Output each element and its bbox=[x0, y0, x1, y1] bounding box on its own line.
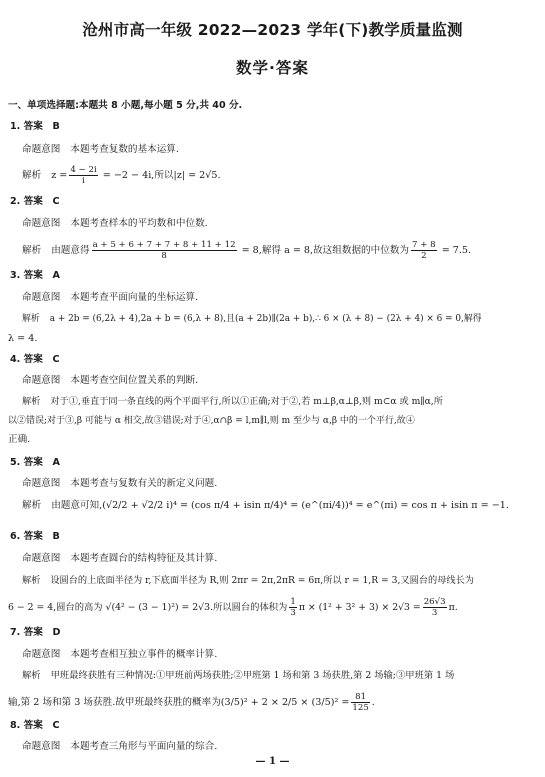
q2-fraction-mean: $\frac{a + 5 + 6 + 7 + 7 + 8 + 11 + 12}{8}$ bbox=[92, 240, 236, 261]
q6-intent: 命题意图 本题考查圆台的结构特征及其计算. bbox=[22, 553, 218, 564]
q3-answer: 3. 答案 A bbox=[10, 270, 60, 281]
q8-answer: 8. 答案 C bbox=[10, 720, 60, 731]
q7-analysis-cont: 输,第 2 场和第 3 场获胜.故甲班最终获胜的概率为(3/5)² + 2 × 2/5 × (3/5)² = $\frac{81}{125}$ . bbox=[8, 692, 375, 713]
page-number: — 1 — bbox=[255, 756, 290, 767]
q2-fraction-median: $\frac{7 + 8}{2}$ bbox=[412, 240, 436, 261]
q5-intent: 命题意图 本题考查与复数有关的新定义问题. bbox=[22, 478, 218, 489]
q7-answer: 7. 答案 D bbox=[10, 627, 61, 638]
section-heading: 一、单项选择题:本题共 8 小题,每小题 5 分,共 40 分. bbox=[8, 100, 243, 111]
q8-intent: 命题意图 本题考查三角形与平面向量的综合. bbox=[22, 741, 218, 752]
q7-fraction-result: $\frac{81}{125}$ bbox=[352, 692, 369, 713]
q5-formula: (√2/2 + √2/2 i)⁴ = (cos π/4 + isin π/4)⁴ = (e^(πi/4))⁴ = e^(πi) = cos π + isin π = −1. bbox=[102, 500, 509, 511]
q6-analysis: 解析 设圆台的上底面半径为 r,下底面半径为 R,则 2πr = 2π,2πR = 6π,所以 r = 1,R = 3,又圆台的母线长为 bbox=[22, 575, 474, 586]
page-title: 沧州市高一年级 2022—2023 学年(下)教学质量监测 bbox=[82, 21, 463, 39]
q7-analysis: 解析 甲班最终获胜有三种情况:①甲班前两场获胜;②甲班第 1 场和第 3 场获胜,第 2 场输;③甲班第 1 场 bbox=[22, 670, 455, 681]
page-subtitle: 数学·答案 bbox=[236, 59, 309, 77]
q5-answer: 5. 答案 A bbox=[10, 457, 60, 468]
q3-intent: 命题意图 本题考查平面向量的坐标运算. bbox=[22, 292, 199, 303]
q5-analysis: 解析 由题意可知,(√2/2 + √2/2 i)⁴ = (cos π/4 + isin π/4)⁴ = (e^(πi/4))⁴ = e^(πi) = cos π + isin π = −1. bbox=[22, 500, 509, 511]
q4-analysis: 解析 对于①,垂直于同一条直线的两个平面平行,所以①正确;对于②,若 m⊥β,α⊥β,则 m⊂α 或 m∥α,所 bbox=[22, 396, 443, 407]
q3-analysis: 解析 a + 2b = (6,2λ + 4),2a + b = (6,λ + 8),且(a + 2b)∥(2a + b),∴ 6 × (λ + 8) − (2λ + 4) × 6 = 0,解得 bbox=[22, 314, 482, 324]
q4-analysis-cont-2: 正确. bbox=[8, 434, 31, 445]
q2-intent: 命题意图 本题考查样本的平均数和中位数. bbox=[22, 218, 208, 229]
q7-intent: 命题意图 本题考查相互独立事件的概率计算. bbox=[22, 649, 218, 660]
q1-answer: 1. 答案 B bbox=[10, 121, 60, 132]
q4-analysis-cont-1: 以②错误;对于③,β 可能与 α 相交,故③错误;对于④,α∩β = l,m∥l,则 m 至少与 α,β 中的一个平行,故④ bbox=[8, 416, 415, 426]
q6-analysis-cont: 6 − 2 = 4,圆台的高为 √(4² − (3 − 1)²) = 2√3.所以圆台的体积为 $\frac{1}{3}$ π × (1² + 3² + 3) × 2√3 = $\frac{26√3}{3}$ π. bbox=[8, 597, 458, 618]
q4-intent: 命题意图 本题考查空间位置关系的判断. bbox=[22, 375, 199, 386]
q1-fraction: $\frac{4 - 2i}{i}$ bbox=[70, 165, 97, 186]
q6-answer: 6. 答案 B bbox=[10, 531, 60, 542]
q6-fraction-third: $\frac{1}{3}$ bbox=[290, 597, 296, 618]
q3-analysis-cont: λ = 4. bbox=[8, 333, 38, 344]
q1-intent: 命题意图 本题考查复数的基本运算. bbox=[22, 144, 179, 155]
q2-analysis: 解析 由题意得 $\frac{a + 5 + 6 + 7 + 7 + 8 + 11 + 12}{8}$ = 8,解得 a = 8,故这组数据的中位数为 $\frac{7 + 8}{2}$ = 7.5. bbox=[22, 240, 472, 261]
q2-answer: 2. 答案 C bbox=[10, 196, 60, 207]
q1-analysis: 解析 z = $\frac{4 - 2i}{i}$ = −2 − 4i,所以|z| = 2√5. bbox=[22, 165, 221, 186]
q6-fraction-volume: $\frac{26√3}{3}$ bbox=[423, 597, 446, 618]
q4-answer: 4. 答案 C bbox=[10, 354, 60, 365]
